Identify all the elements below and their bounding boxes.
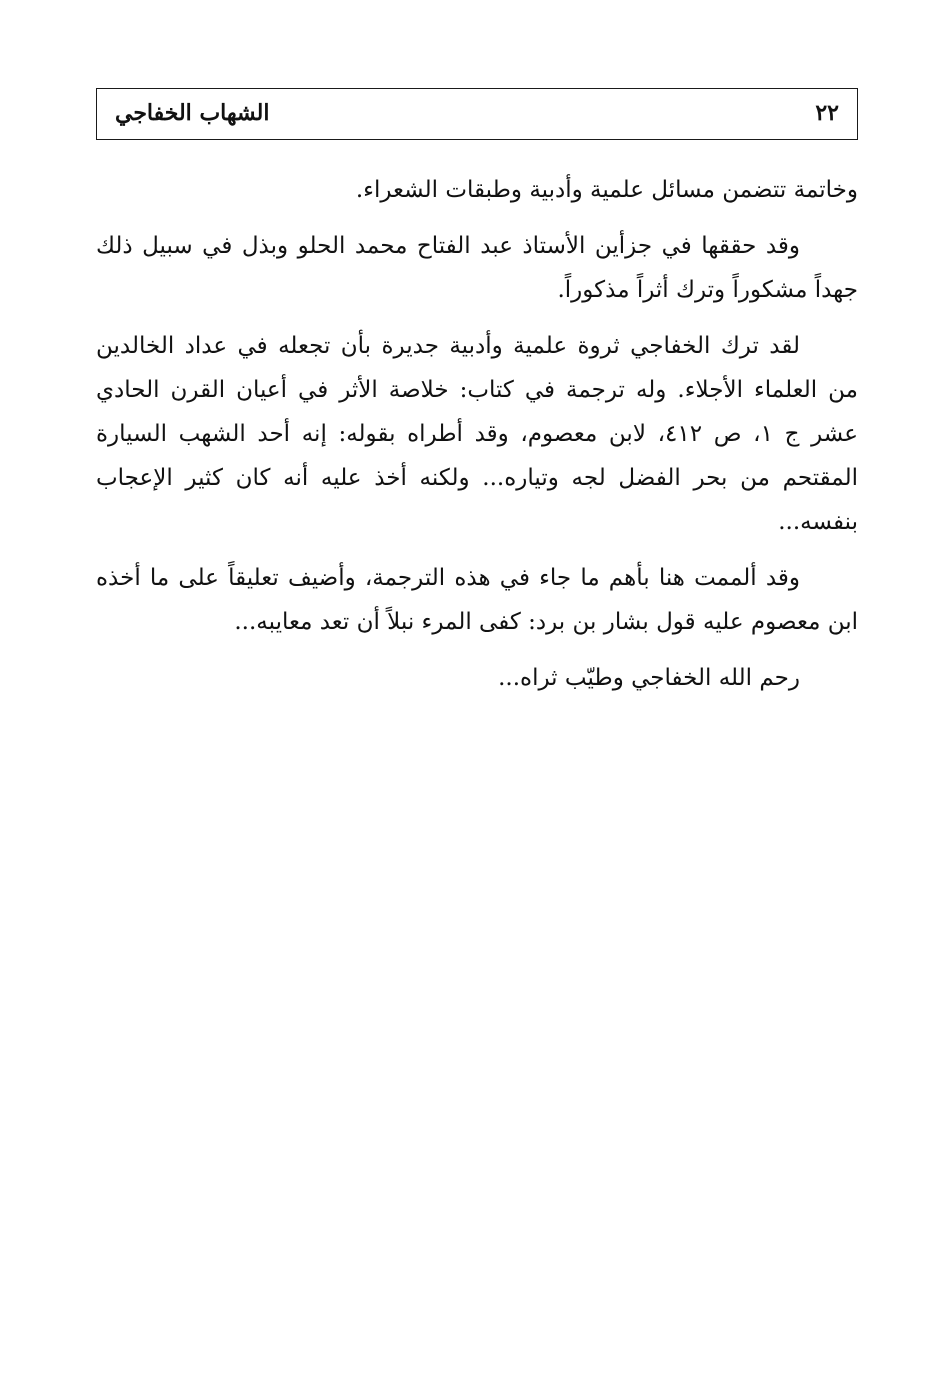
paragraph-2: وقد حققها في جزأين الأستاذ عبد الفتاح محمد الحلو وبذل في سبيل ذلك جهداً مشكوراً وترك أثراً مذكوراً. [96, 233, 858, 303]
running-title: الشهاب الخفاجي [115, 100, 270, 126]
body-text [96, 168, 858, 712]
paragraph-3: لقد ترك الخفاجي ثروة علمية وأدبية جديرة بأن تجعله في عداد الخالدين من العلماء الأجلاء. وله ترجمة في كتاب: خلاصة الأثر في أعيان القرن الحادي عشر ج ١، ص ٤١٢، لابن معصوم، وقد أطراه بقوله: إنه أحد الشهب السيارة المقتحم من بحر الفضل لجه وتياره... ولكنه أخذ عليه أنه كان كثير الإعجاب بنفسه... [96, 333, 859, 535]
page-number: ٢٢ [815, 100, 839, 126]
paragraph-4: وقد ألممت هنا بأهم ما جاء في هذه الترجمة، وأضيف تعليقاً على ما أخذه ابن معصوم عليه قول بشار بن برد: كفى المرء نبلاً أن تعد معايبه... [96, 565, 858, 635]
paragraph-5: رحم الله الخفاجي وطيّب ثراه... [498, 665, 800, 691]
running-header [96, 88, 858, 140]
paragraph-1: وخاتمة تتضمن مسائل علمية وأدبية وطبقات الشعراء. [355, 177, 858, 203]
